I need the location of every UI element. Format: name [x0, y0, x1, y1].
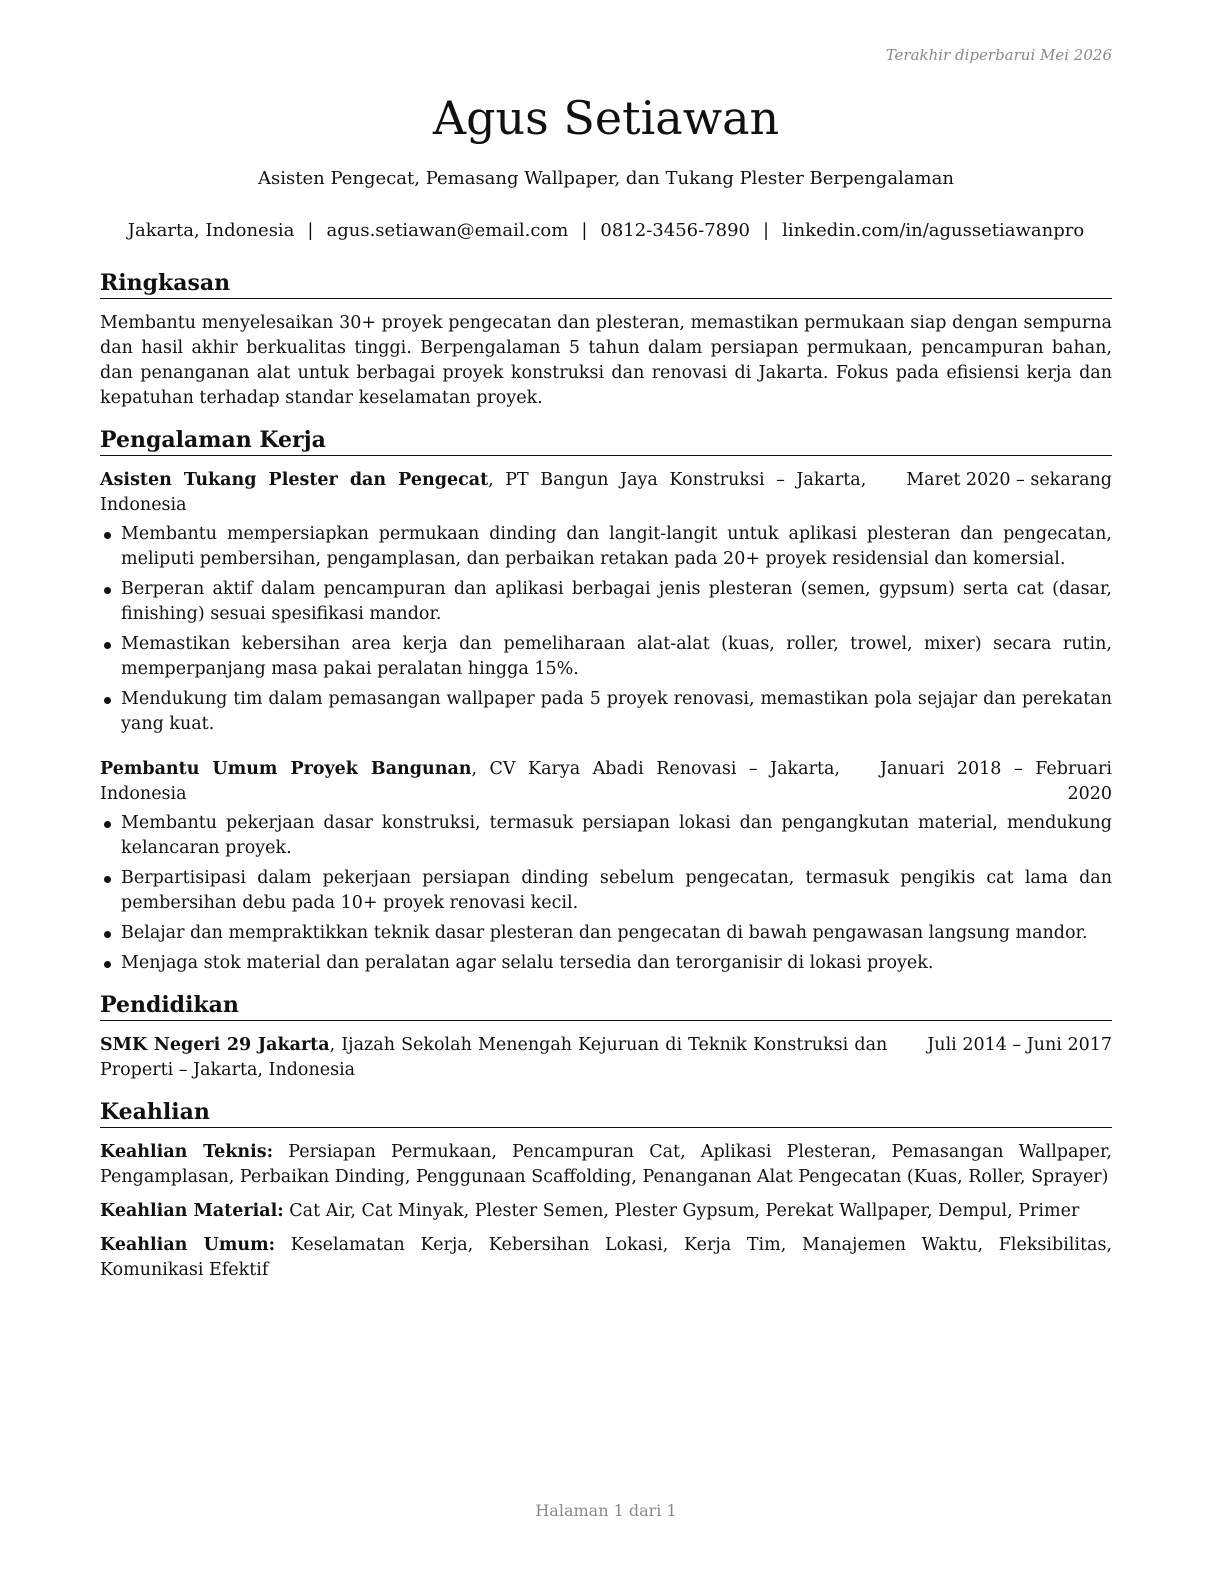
- section-title-experience: Pengalaman Kerja: [100, 425, 1112, 456]
- list-item: Berpartisipasi dalam pekerjaan persiapan dinding sebelum pengecatan, termasuk pengikis cat lama dan pembersihan debu pada 10+ proyek renovasi kecil.: [100, 866, 1112, 916]
- list-item: Membantu mempersiapkan permukaan dinding dan langit-langit untuk aplikasi plesteran dan pengecatan, meliputi pembersihan, pengamplasan, dan perbaikan retakan pada 20+ proyek residensial dan komersial.: [100, 522, 1112, 572]
- contact-separator: |: [307, 220, 314, 241]
- school-name: SMK Negeri 29 Jakarta: [100, 1035, 330, 1055]
- job-header: [100, 468, 1112, 518]
- contact-separator: |: [763, 220, 770, 241]
- skill-text: Keselamatan Kerja, Kebersihan Lokasi, Kerja Tim, Manajemen Waktu, Fleksibilitas, Komunikasi Efektif: [100, 1235, 1113, 1280]
- section-title-education: Pendidikan: [100, 990, 1112, 1021]
- job-header: [100, 757, 1112, 807]
- list-item: Menjaga stok material dan peralatan agar selalu tersedia dan terorganisir di lokasi proyek.: [100, 951, 1112, 976]
- job-bullets: [100, 522, 1112, 737]
- list-item: Membantu pekerjaan dasar konstruksi, termasuk persiapan lokasi dan pengangkutan material, mendukung kelancaran proyek.: [100, 811, 1112, 861]
- section-title-skills: Keahlian: [100, 1097, 1112, 1128]
- job-bullets: [100, 811, 1112, 976]
- skill-text: Persiapan Permukaan, Pencampuran Cat, Aplikasi Plesteran, Pemasangan Wallpaper, Pengamplasan, Perbaikan Dinding, Penggunaan Scaffolding, Penanganan Alat Pengecatan (Kuas, Roller, Sprayer): [100, 1142, 1112, 1187]
- last-updated: Terakhir diperbarui Mei 2026: [885, 46, 1112, 64]
- job-dates: Januari 2018 – Februari 2020: [880, 759, 1112, 804]
- job-role: Asisten Tukang Plester dan Pengecat: [100, 470, 489, 490]
- skill-line: [100, 1199, 1112, 1224]
- list-item: Memastikan kebersihan area kerja dan pemeliharaan alat-alat (kuas, roller, trowel, mixer) secara rutin, memperpanjang masa pakai peralatan hingga 15%.: [100, 632, 1112, 682]
- resume-content: [100, 268, 1112, 1292]
- job-dates: Maret 2020 – sekarang: [906, 470, 1112, 490]
- skill-label: Keahlian Umum:: [100, 1235, 276, 1255]
- summary-text: Membantu menyelesaikan 30+ proyek pengecatan dan plesteran, memastikan permukaan siap dengan sempurna dan hasil akhir berkualitas tinggi. Berpengalaman 5 tahun dalam persiapan permukaan, pencampuran bahan, dan penanganan alat untuk berbagai proyek konstruksi dan renovasi di Jakarta. Fokus pada efisiensi kerja dan kepatuhan terhadap standar keselamatan proyek.: [100, 313, 1112, 408]
- skill-line: [100, 1140, 1112, 1190]
- education-line: [100, 1033, 887, 1083]
- contact-separator: |: [581, 220, 588, 241]
- section-title-summary: Ringkasan: [100, 268, 1112, 299]
- headline: Asisten Pengecat, Pemasang Wallpaper, dan Tukang Plester Berpengalaman: [258, 168, 954, 189]
- skill-label: Keahlian Teknis:: [100, 1142, 274, 1162]
- list-item: Belajar dan mempraktikkan teknik dasar plesteran dan pengecatan di bawah pengawasan langsung mandor.: [100, 921, 1112, 946]
- list-item: Berperan aktif dalam pencampuran dan aplikasi berbagai jenis plesteran (semen, gypsum) serta cat (dasar, finishing) sesuai spesifikasi mandor.: [100, 577, 1112, 627]
- candidate-name: Agus Setiawan: [432, 91, 780, 145]
- page-number: Halaman 1 dari 1: [535, 1501, 677, 1520]
- education-dates: Juli 2014 – Juni 2017: [927, 1035, 1112, 1055]
- contact-location: Jakarta, Indonesia: [127, 220, 295, 241]
- job-title-line: [100, 468, 866, 518]
- skill-label: Keahlian Material:: [100, 1201, 284, 1221]
- contact-line: [100, 218, 1112, 244]
- contact-linkedin[interactable]: linkedin.com/in/agussetiawanpro: [782, 220, 1085, 241]
- resume-page: [100, 0, 1112, 1584]
- education-detail: , Ijazah Sekolah Menengah Kejuruan di Teknik Konstruksi dan Properti – Jakarta, Indonesia: [100, 1035, 888, 1080]
- skill-line: [100, 1233, 1112, 1283]
- skill-text: Cat Air, Cat Minyak, Plester Semen, Plester Gypsum, Perekat Wallpaper, Dempul, Primer: [283, 1201, 1080, 1221]
- job-role: Pembantu Umum Proyek Bangunan: [100, 759, 472, 779]
- education-entry: [100, 1033, 1112, 1083]
- job-company: , CV Karya Abadi Renovasi – Jakarta, Indonesia: [100, 759, 840, 804]
- job-title-line: [100, 757, 840, 807]
- job-company: , PT Bangun Jaya Konstruksi – Jakarta, Indonesia: [100, 470, 867, 515]
- list-item: Mendukung tim dalam pemasangan wallpaper pada 5 proyek renovasi, memastikan pola sejajar dan perekatan yang kuat.: [100, 687, 1112, 737]
- contact-phone[interactable]: 0812-3456-7890: [600, 220, 750, 241]
- contact-email[interactable]: agus.setiawan@email.com: [326, 220, 569, 241]
